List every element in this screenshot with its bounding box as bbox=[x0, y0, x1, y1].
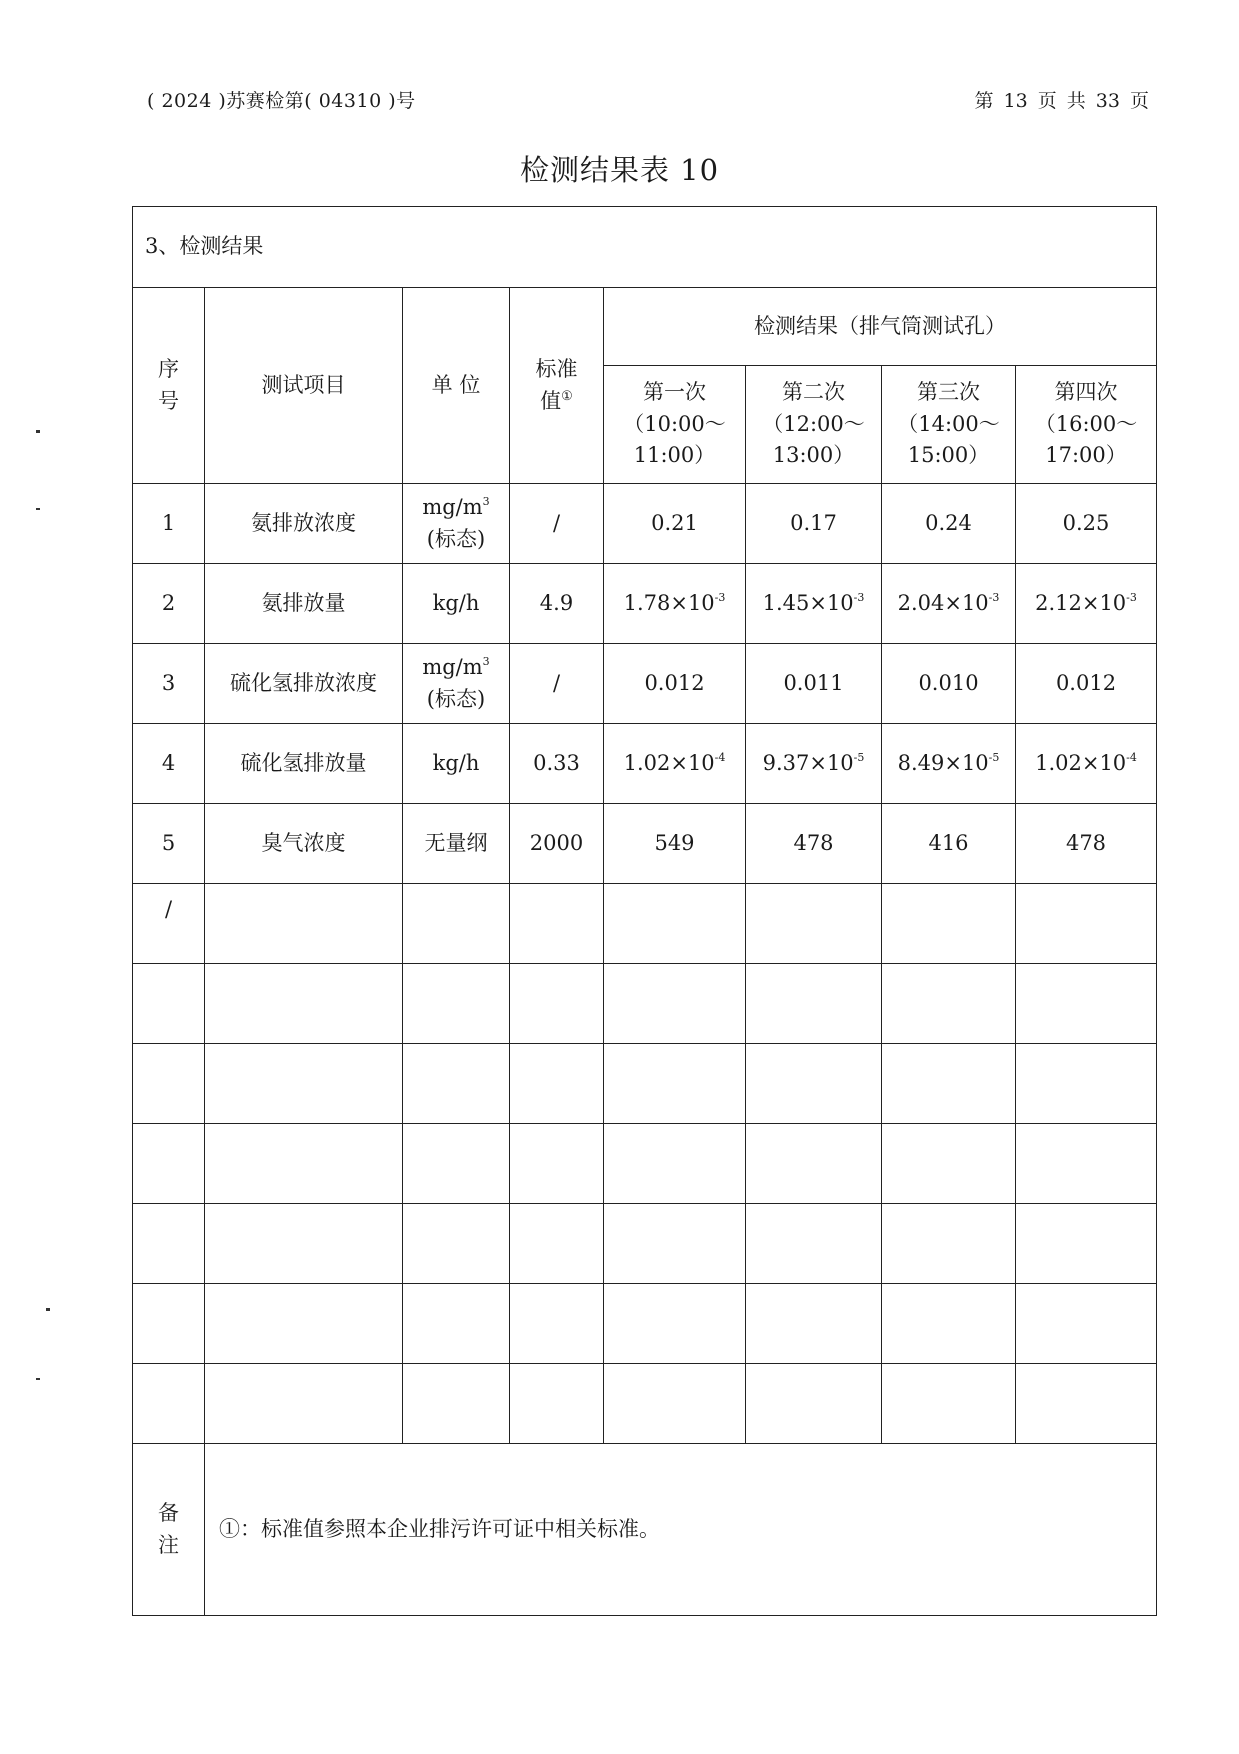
cell-unit: 无量纲 bbox=[403, 804, 510, 884]
header-run-3: 第三次 （14:00～ 15:00） bbox=[882, 366, 1016, 484]
empty-cell bbox=[510, 1284, 604, 1364]
cell-seq: 4 bbox=[133, 724, 205, 804]
cell-standard: 2000 bbox=[510, 804, 604, 884]
empty-cell bbox=[604, 1284, 746, 1364]
empty-cell bbox=[510, 884, 604, 964]
header-standard: 标准 值① bbox=[510, 288, 604, 484]
cell-result: 0.012 bbox=[604, 644, 746, 724]
header-result-group: 检测结果（排气筒测试孔） bbox=[604, 288, 1157, 366]
cell-result: 0.012 bbox=[1016, 644, 1157, 724]
empty-cell bbox=[1016, 1044, 1157, 1124]
header-item: 测试项目 bbox=[205, 288, 403, 484]
empty-cell bbox=[882, 884, 1016, 964]
header-run-2: 第二次 （12:00～ 13:00） bbox=[746, 366, 882, 484]
empty-cell bbox=[1016, 1364, 1157, 1444]
cell-standard: 0.33 bbox=[510, 724, 604, 804]
empty-cell bbox=[510, 964, 604, 1044]
empty-cell bbox=[882, 1284, 1016, 1364]
empty-row bbox=[133, 1364, 1157, 1444]
cell-seq: 5 bbox=[133, 804, 205, 884]
empty-cell bbox=[205, 964, 403, 1044]
cell-result: $1.45\times 10^{-3}$ bbox=[746, 564, 882, 644]
empty-cell bbox=[1016, 1284, 1157, 1364]
empty-cell bbox=[403, 1364, 510, 1444]
cell-result: 0.010 bbox=[882, 644, 1016, 724]
remarks-label: 备 注 bbox=[133, 1444, 205, 1616]
cell-item: 氨排放浓度 bbox=[205, 484, 403, 564]
cell-result: $1.02\times 10^{-4}$ bbox=[1016, 724, 1157, 804]
cell-seq: 3 bbox=[133, 644, 205, 724]
empty-cell bbox=[746, 1124, 882, 1204]
empty-cell bbox=[746, 884, 882, 964]
empty-row bbox=[133, 884, 1157, 964]
empty-cell bbox=[746, 964, 882, 1044]
empty-cell bbox=[205, 1124, 403, 1204]
empty-cell bbox=[1016, 1124, 1157, 1204]
empty-cell bbox=[746, 1364, 882, 1444]
scan-mark bbox=[36, 430, 40, 433]
header-run-1: 第一次 （10:00～ 11:00） bbox=[604, 366, 746, 484]
header-run-4: 第四次 （16:00～ 17:00） bbox=[1016, 366, 1157, 484]
empty-cell bbox=[604, 1204, 746, 1284]
empty-cell bbox=[133, 1044, 205, 1124]
cell-result: 0.24 bbox=[882, 484, 1016, 564]
empty-cell bbox=[403, 1044, 510, 1124]
table-row bbox=[133, 564, 1157, 644]
cell-result: $2.04\times 10^{-3}$ bbox=[882, 564, 1016, 644]
cell-seq: 1 bbox=[133, 484, 205, 564]
empty-cell bbox=[510, 1044, 604, 1124]
empty-cell bbox=[746, 1044, 882, 1124]
empty-cell bbox=[205, 1364, 403, 1444]
cell-result: $9.37\times 10^{-5}$ bbox=[746, 724, 882, 804]
cell-standard: / bbox=[510, 644, 604, 724]
empty-row bbox=[133, 1204, 1157, 1284]
scan-mark bbox=[36, 508, 40, 510]
empty-row bbox=[133, 1124, 1157, 1204]
document-title: 检测结果表 10 bbox=[519, 153, 720, 187]
empty-cell bbox=[604, 884, 746, 964]
empty-cell bbox=[1016, 964, 1157, 1044]
empty-cell bbox=[133, 1204, 205, 1284]
empty-cell bbox=[403, 1124, 510, 1204]
cell-result: $1.02\times 10^{-4}$ bbox=[604, 724, 746, 804]
empty-cell bbox=[604, 1124, 746, 1204]
empty-cell bbox=[604, 964, 746, 1044]
empty-cell bbox=[510, 1124, 604, 1204]
empty-cell bbox=[882, 1204, 1016, 1284]
table-row bbox=[133, 724, 1157, 804]
empty-cell bbox=[205, 1044, 403, 1124]
empty-cell bbox=[205, 1284, 403, 1364]
cell-result: 0.21 bbox=[604, 484, 746, 564]
cell-unit: $mg/m^3$ (标态) bbox=[403, 644, 510, 724]
empty-cell bbox=[403, 1204, 510, 1284]
empty-cell bbox=[882, 964, 1016, 1044]
empty-cell bbox=[205, 1204, 403, 1284]
cell-result: 0.17 bbox=[746, 484, 882, 564]
cell-unit: kg/h bbox=[403, 564, 510, 644]
cell-item: 硫化氢排放浓度 bbox=[205, 644, 403, 724]
page-info: 第 13 页 共 33 页 bbox=[974, 90, 1149, 112]
table-row bbox=[133, 644, 1157, 724]
remarks-text: ①：标准值参照本企业排污许可证中相关标准。 bbox=[205, 1444, 1157, 1616]
empty-cell bbox=[604, 1044, 746, 1124]
cell-standard: 4.9 bbox=[510, 564, 604, 644]
table-row bbox=[133, 484, 1157, 564]
empty-cell bbox=[133, 1284, 205, 1364]
cell-standard: / bbox=[510, 484, 604, 564]
empty-cell bbox=[746, 1204, 882, 1284]
cell-item: 硫化氢排放量 bbox=[205, 724, 403, 804]
remarks-row bbox=[133, 1444, 1157, 1616]
empty-cell bbox=[882, 1044, 1016, 1124]
cell-result: $2.12\times 10^{-3}$ bbox=[1016, 564, 1157, 644]
empty-cell bbox=[510, 1204, 604, 1284]
empty-cell bbox=[604, 1364, 746, 1444]
cell-result: 549 bbox=[604, 804, 746, 884]
table-row bbox=[133, 804, 1157, 884]
empty-cell bbox=[133, 1124, 205, 1204]
empty-cell bbox=[510, 1364, 604, 1444]
empty-cell bbox=[882, 1124, 1016, 1204]
empty-cell bbox=[403, 964, 510, 1044]
empty-cell bbox=[403, 884, 510, 964]
cell-item: 氨排放量 bbox=[205, 564, 403, 644]
empty-row bbox=[133, 1284, 1157, 1364]
cell-result: 0.011 bbox=[746, 644, 882, 724]
section-title: 3、检测结果 bbox=[133, 207, 1157, 288]
empty-row bbox=[133, 1044, 1157, 1124]
empty-cell bbox=[403, 1284, 510, 1364]
cell-unit: kg/h bbox=[403, 724, 510, 804]
empty-cell bbox=[133, 964, 205, 1044]
empty-cell bbox=[1016, 884, 1157, 964]
scan-mark bbox=[46, 1308, 50, 1311]
cell-result: 478 bbox=[1016, 804, 1157, 884]
scan-mark bbox=[36, 1378, 40, 1380]
header-seq: 序 号 bbox=[133, 288, 205, 484]
cell-result: 416 bbox=[882, 804, 1016, 884]
cell-result: 0.25 bbox=[1016, 484, 1157, 564]
cell-result: $8.49\times 10^{-5}$ bbox=[882, 724, 1016, 804]
empty-cell bbox=[133, 1364, 205, 1444]
empty-row bbox=[133, 964, 1157, 1044]
empty-cell bbox=[882, 1364, 1016, 1444]
cell-result: 478 bbox=[746, 804, 882, 884]
cell-item: 臭气浓度 bbox=[205, 804, 403, 884]
empty-cell bbox=[1016, 1204, 1157, 1284]
cell-unit: $mg/m^3$ (标态) bbox=[403, 484, 510, 564]
empty-cell bbox=[205, 884, 403, 964]
report-number: ( 2024 )苏赛检第( 04310 )号 bbox=[147, 90, 416, 112]
cell-seq: 2 bbox=[133, 564, 205, 644]
empty-cell bbox=[746, 1284, 882, 1364]
header-unit: 单 位 bbox=[403, 288, 510, 484]
empty-cell: / bbox=[133, 884, 205, 964]
results-table bbox=[132, 206, 1157, 1616]
cell-result: $1.78\times 10^{-3}$ bbox=[604, 564, 746, 644]
